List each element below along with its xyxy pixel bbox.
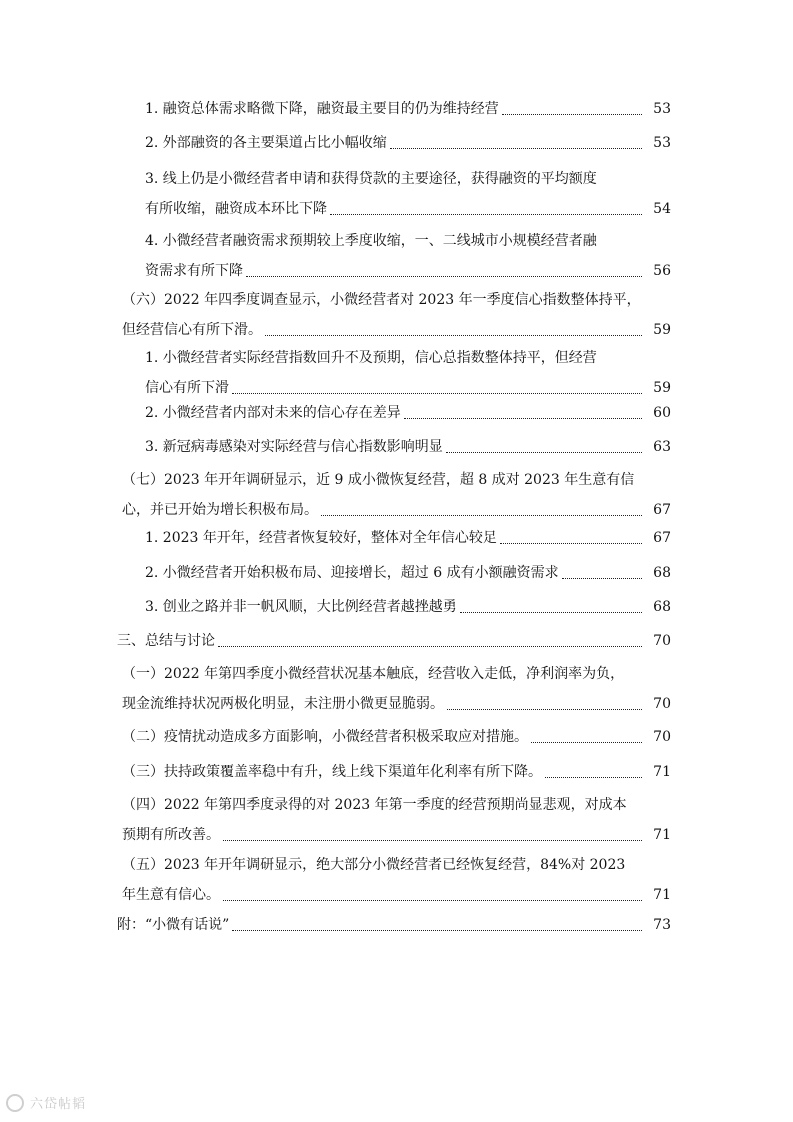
- toc-page-number: 68: [653, 599, 671, 615]
- leader-dots: [404, 418, 642, 419]
- toc-entry-text: （四）2022 年第四季度录得的对 2023 年第一季度的经营预期尚显悲观，对成本: [122, 797, 627, 813]
- toc-entry[interactable]: [117, 910, 671, 940]
- toc-entry[interactable]: [122, 790, 671, 850]
- toc-entry-text: 4. 小微经营者融资需求预期较上季度收缩，一、二线城市小规模经营者融: [145, 233, 597, 249]
- toc-entry-text: 1. 融资总体需求略微下降，融资最主要目的仍为维持经营: [145, 101, 499, 117]
- leader-dots: [223, 900, 642, 901]
- toc-entry-text: （五）2023 年开年调研显示，绝大部分小微经营者已经恢复经营，84%对 2023: [122, 857, 626, 873]
- toc-entry-text: 3. 新冠病毒感染对实际经营与信心指数影响明显: [145, 439, 443, 455]
- toc-page-number: 56: [653, 263, 671, 279]
- leader-dots: [321, 515, 642, 516]
- leader-dots: [500, 543, 642, 544]
- leader-dots: [502, 114, 642, 115]
- toc-entry[interactable]: [145, 523, 671, 553]
- toc-entry[interactable]: [122, 757, 671, 787]
- toc-page-number: 60: [653, 405, 671, 421]
- toc-entry-text: （二）疫情扰动造成多方面影响，小微经营者积极采取应对措施。: [122, 729, 528, 745]
- leader-dots: [232, 393, 642, 394]
- toc-entry-text: 有所收缩，融资成本环比下降: [145, 201, 327, 217]
- toc-page-number: 71: [653, 827, 671, 843]
- toc-entry-text: 3. 线上仍是小微经营者申请和获得贷款的主要途径，获得融资的平均额度: [145, 171, 597, 187]
- toc-entry-text: （六）2022 年四季度调查显示，小微经营者对 2023 年一季度信心指数整体持平，: [122, 292, 641, 308]
- toc-entry-text: 2. 外部融资的各主要渠道占比小幅收缩: [145, 135, 387, 151]
- leader-dots: [390, 148, 642, 149]
- toc-entry-text: 但经营信心有所下滑。: [122, 322, 262, 338]
- toc-page-number: 63: [653, 439, 671, 455]
- toc-entry[interactable]: [145, 398, 671, 428]
- toc-page-number: 71: [653, 887, 671, 903]
- toc-entry[interactable]: [122, 850, 671, 910]
- watermark: [6, 1093, 86, 1112]
- toc-page-number: 67: [653, 530, 671, 546]
- leader-dots: [232, 930, 642, 931]
- toc-entry-text: 1. 2023 年开年，经营者恢复较好，整体对全年信心较足: [145, 530, 497, 546]
- toc-entry-text: 资需求有所下降: [145, 263, 243, 279]
- toc-page-number: 53: [653, 101, 671, 117]
- toc-entry-text: 现金流维持状况两极化明显，未注册小微更显脆弱。: [122, 696, 444, 712]
- toc-entry[interactable]: [145, 226, 671, 286]
- toc-page-number: 68: [653, 565, 671, 581]
- toc-entry[interactable]: [145, 128, 671, 158]
- toc-entry[interactable]: [117, 626, 671, 656]
- watermark-text: 六岱帖韬: [30, 1097, 87, 1112]
- toc-entry-text: 心，并已开始为增长积极布局。: [122, 502, 318, 518]
- leader-dots: [545, 777, 642, 778]
- toc-entry[interactable]: [122, 285, 671, 345]
- toc-page-number: 54: [653, 201, 671, 217]
- toc-entry[interactable]: [145, 94, 671, 124]
- toc-entry[interactable]: [145, 592, 671, 622]
- toc-entry-text: 三、总结与讨论: [117, 633, 215, 649]
- leader-dots: [265, 335, 642, 336]
- toc-entry[interactable]: [145, 164, 671, 224]
- toc-page-number: 71: [653, 764, 671, 780]
- toc-page-number: 70: [653, 696, 671, 712]
- toc-page-number: 59: [653, 380, 671, 396]
- toc-entry-text: 1. 小微经营者实际经营指数回升不及预期，信心总指数整体持平，但经营: [145, 350, 597, 366]
- toc-entry[interactable]: [145, 432, 671, 462]
- leader-dots: [447, 709, 642, 710]
- toc-entry-text: 预期有所改善。: [122, 827, 220, 843]
- toc-entry-text: 附：“小微有话说”: [117, 917, 230, 933]
- toc-entry-text: 2. 小微经营者开始积极布局、迎接增长，超过 6 成有小额融资需求: [145, 565, 559, 581]
- toc-entry-text: （三）扶持政策覆盖率稳中有升，线上线下渠道年化利率有所下降。: [122, 764, 542, 780]
- toc-entry-text: （一）2022 年第四季度小微经营状况基本触底，经营收入走低，净利润率为负，: [122, 666, 625, 682]
- leader-dots: [330, 214, 642, 215]
- toc-page-number: 70: [653, 729, 671, 745]
- toc-entry[interactable]: [122, 465, 671, 525]
- toc-page-number: 70: [653, 633, 671, 649]
- toc-entry-text: 3. 创业之路并非一帆风顺，大比例经营者越挫越勇: [145, 599, 457, 615]
- toc-entry[interactable]: [145, 343, 671, 403]
- toc-page-number: 67: [653, 502, 671, 518]
- toc-page-number: 53: [653, 135, 671, 151]
- toc-entry-text: 信心有所下滑: [145, 380, 229, 396]
- leader-dots: [223, 840, 642, 841]
- leader-dots: [218, 646, 642, 647]
- leader-dots: [531, 742, 642, 743]
- toc-entry[interactable]: [122, 659, 671, 719]
- brand-logo-icon: [6, 1094, 24, 1112]
- leader-dots: [446, 452, 642, 453]
- toc-entry-text: 年生意有信心。: [122, 887, 220, 903]
- leader-dots: [562, 578, 642, 579]
- toc-page-number: 59: [653, 322, 671, 338]
- toc-entry-text: （七）2023 年开年调研显示，近 9 成小微恢复经营，超 8 成对 2023 年生意有信: [122, 472, 635, 488]
- toc-entry[interactable]: [122, 722, 671, 752]
- leader-dots: [246, 276, 642, 277]
- leader-dots: [460, 612, 642, 613]
- toc-page-number: 73: [653, 917, 671, 933]
- toc-entry-text: 2. 小微经营者内部对未来的信心存在差异: [145, 405, 401, 421]
- toc-entry[interactable]: [145, 558, 671, 588]
